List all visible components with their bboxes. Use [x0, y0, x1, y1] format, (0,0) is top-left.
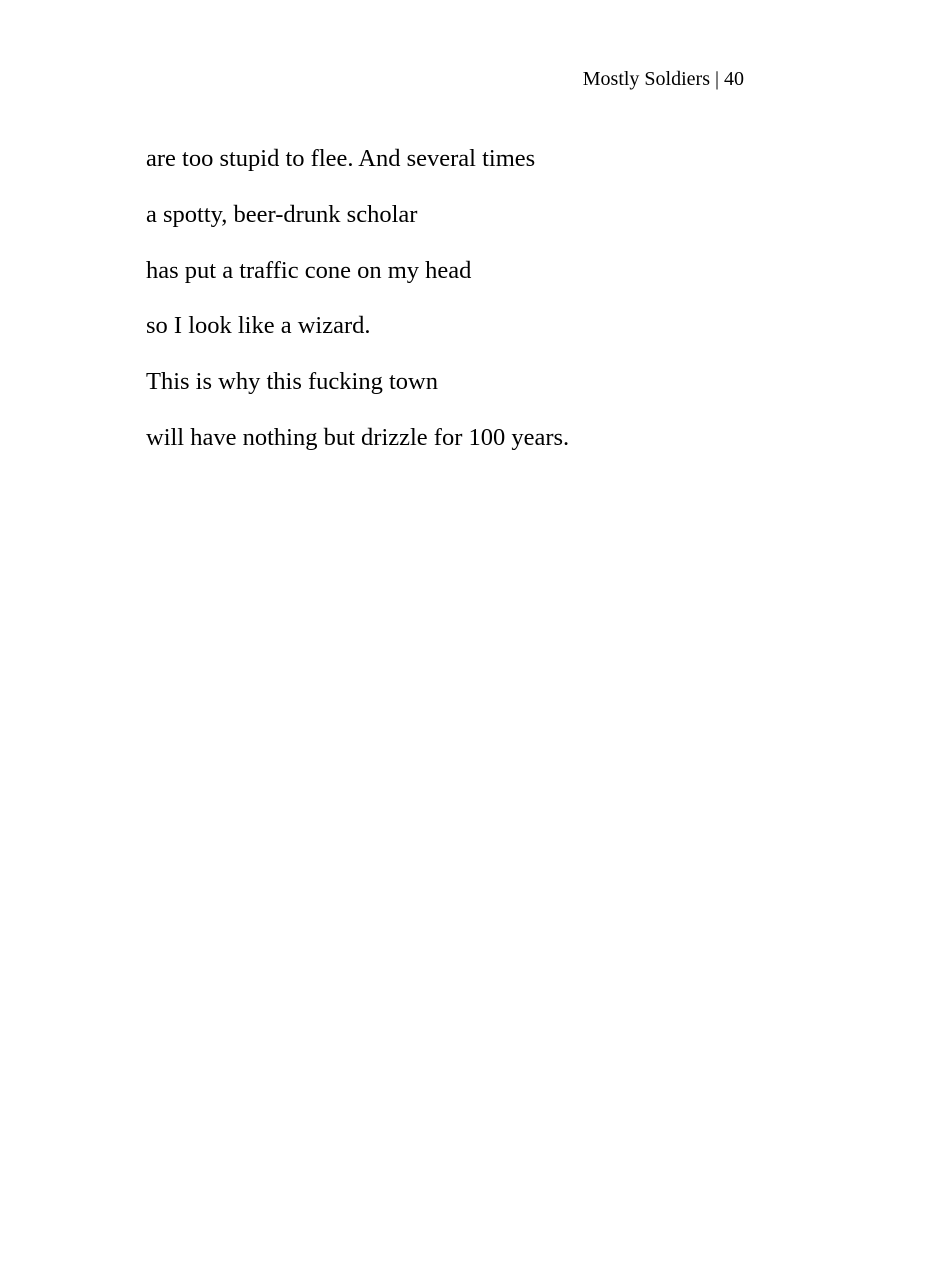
poem-line: are too stupid to flee. And several times [146, 145, 536, 172]
poem-line: This is why this fucking town [146, 368, 438, 396]
poem-line: has put a traffic cone on my head [146, 256, 472, 284]
poem-line: will have nothing but drizzle for 100 years. [146, 423, 570, 451]
poem-line: a spotty, beer-drunk scholar [146, 200, 418, 228]
running-header: Mostly Soldiers | 40 [582, 68, 744, 90]
poem-body [146, 142, 569, 477]
poem-line: so I look like a wizard. [146, 312, 371, 340]
